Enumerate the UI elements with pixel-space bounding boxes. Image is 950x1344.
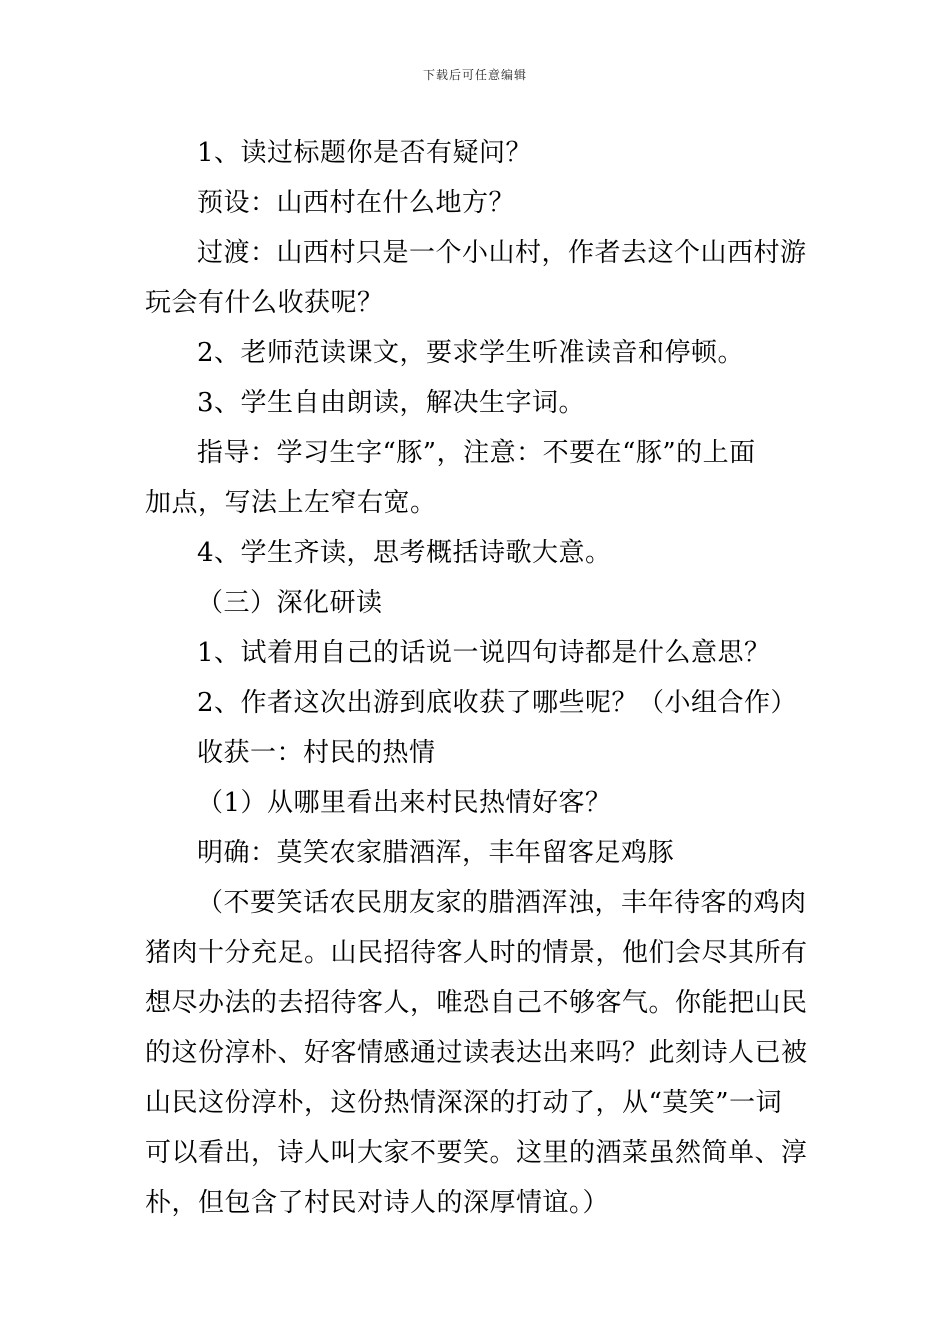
paragraph-line: 加点，写法上左窄右宽。 [145,488,437,518]
paragraph-line: 预设：山西村在什么地方？ [197,188,516,218]
paragraph-line: 1、读过标题你是否有疑问？ [197,138,533,168]
paragraph-line: 2、老师范读课文，要求学生听准读音和停顿。 [197,338,745,368]
paragraph-line: 指导：学习生字“豚”，注意：不要在“豚”的上面 [197,438,756,468]
page-header: 下载后可任意编辑 [422,68,527,82]
paragraph-line: 4、学生齐读，思考概括诗歌大意。 [197,538,612,568]
paragraph-line: （三）深化研读 [197,588,383,618]
paragraph-line: 过渡：山西村只是一个小山村，作者去这个山西村游 [197,238,807,268]
paragraph-line: 想尽办法的去招待客人，唯恐自己不够客气。你能把山民 [145,988,808,1018]
paragraph-line: 2、作者这次出游到底收获了哪些呢？（小组合作） [197,688,798,718]
paragraph-line: 明确：莫笑农家腊酒浑，丰年留客足鸡豚 [197,838,675,868]
paragraph-line: 玩会有什么收获呢？ [145,288,384,318]
paragraph-line: 可以看出，诗人叫大家不要笑。这里的酒菜虽然简单、淳 [145,1138,808,1168]
paragraph-line: 3、学生自由朗读，解决生字词。 [197,388,586,418]
paragraph-line: 山民这份淳朴，这份热情深深的打动了，从“莫笑”一词 [145,1088,783,1118]
paragraph-line: （1）从哪里看出来村民热情好客？ [197,788,612,818]
paragraph-line: 猪肉十分充足。山民招待客人时的情景，他们会尽其所有 [145,938,808,968]
paragraph-line: 的这份淳朴、好客情感通过读表达出来吗？此刻诗人已被 [145,1038,808,1068]
paragraph-line: 朴，但包含了村民对诗人的深厚情谊。） [145,1188,610,1218]
paragraph-line: （不要笑话农民朋友家的腊酒浑浊，丰年待客的鸡肉 [197,888,807,918]
document-body [145,128,815,1228]
paragraph-line: 收获一：村民的热情 [197,738,436,768]
paragraph-line: 1、试着用自己的话说一说四句诗都是什么意思？ [197,638,771,668]
